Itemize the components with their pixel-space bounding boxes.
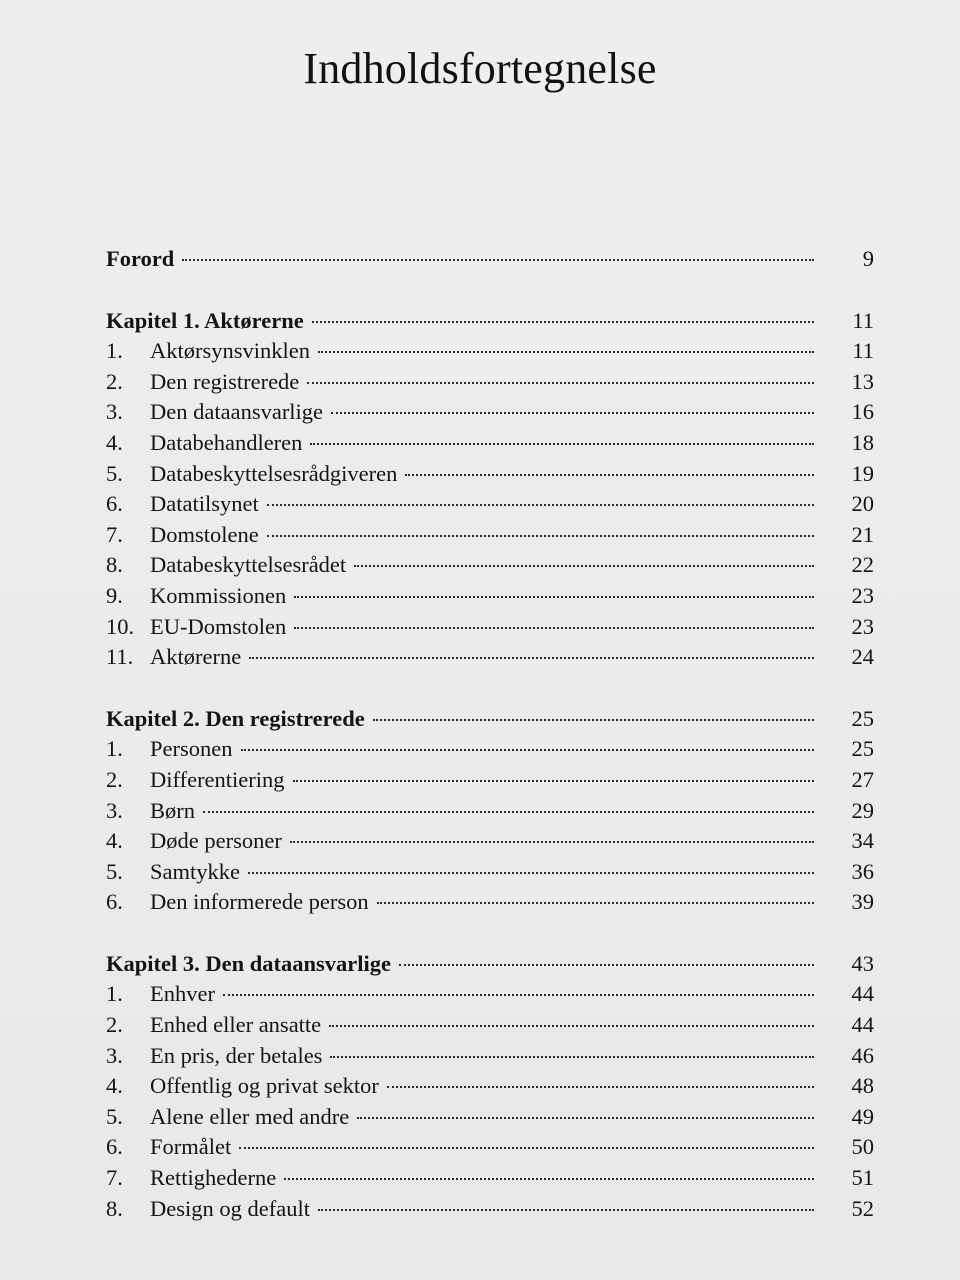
toc-heading-label: Kapitel 3. Den dataansvarlige [106, 950, 391, 976]
toc-page-number: 51 [851, 1165, 874, 1191]
dot-leader [357, 1117, 814, 1119]
toc-entry [106, 796, 874, 827]
dot-leader [293, 780, 814, 782]
toc-entry [106, 1102, 874, 1133]
toc-heading-row [106, 244, 874, 275]
toc-entry [106, 826, 874, 857]
toc-entry [106, 397, 874, 428]
toc-page-number: 13 [851, 368, 874, 394]
toc-page-number: 16 [851, 399, 874, 425]
toc-heading-label: Forord [106, 246, 175, 271]
dot-leader [312, 321, 814, 323]
dot-leader [318, 351, 814, 353]
dot-leader [329, 1025, 814, 1027]
toc-entry-number: 7. [106, 1165, 123, 1191]
toc-heading-label: Kapitel 1. Aktørerne [106, 307, 304, 333]
dot-leader [241, 749, 815, 751]
dot-leader [387, 1086, 814, 1088]
toc-entry-number: 2. [106, 1012, 123, 1038]
toc-entry-label: Datatilsynet [150, 491, 259, 517]
toc-page-number: 36 [851, 858, 874, 884]
dot-leader [354, 565, 814, 567]
toc-page-number: 25 [851, 736, 874, 762]
dot-leader [239, 1147, 814, 1149]
toc-heading-label: Kapitel 2. Den registrerede [106, 705, 365, 731]
toc-page-number: 44 [851, 1012, 874, 1038]
toc-entry-label: Aktørerne [150, 644, 242, 670]
dot-leader [399, 964, 814, 966]
toc-page-number: 29 [851, 797, 874, 823]
toc-entry-number: 3. [106, 1042, 123, 1068]
toc-entry [106, 887, 874, 918]
toc-entry-label: Alene eller med andre [150, 1103, 350, 1129]
toc-page-number: 39 [851, 889, 874, 915]
toc-entry [106, 1132, 874, 1163]
toc-entry-number: 10. [106, 613, 135, 639]
toc-entry-label: Formålet [150, 1134, 232, 1160]
toc-heading-row [106, 306, 874, 337]
toc-page-number: 19 [851, 460, 874, 486]
toc-entry [106, 765, 874, 796]
toc-section [106, 306, 874, 673]
dot-leader [267, 535, 814, 537]
toc-entry [106, 979, 874, 1010]
toc-entry-label: Databeskyttelsesrådet [150, 552, 347, 578]
toc-heading-row [106, 704, 874, 735]
toc-page-number: 23 [851, 613, 874, 639]
dot-leader [318, 1209, 814, 1211]
toc-entry-number: 11. [106, 644, 134, 670]
dot-leader [249, 657, 814, 659]
toc-entry-number: 3. [106, 797, 123, 823]
toc-entry-label: Domstolene [150, 521, 259, 547]
dot-leader [294, 627, 814, 629]
toc-entry-number: 2. [106, 368, 123, 394]
toc-entry [106, 489, 874, 520]
toc-entry-label: Den dataansvarlige [150, 399, 324, 425]
toc-entry-number: 5. [106, 1103, 123, 1129]
toc-page-number: 18 [851, 429, 874, 455]
toc-entry-number: 4. [106, 429, 123, 455]
toc-entry [106, 1071, 874, 1102]
dot-leader [203, 811, 814, 813]
dot-leader [373, 719, 814, 721]
toc-entry [106, 336, 874, 367]
toc-entry-label: Personen [150, 736, 233, 762]
toc-page-number: 27 [851, 766, 874, 792]
toc-entry [106, 642, 874, 673]
dot-leader [377, 902, 814, 904]
toc-page-number: 20 [851, 491, 874, 517]
dot-leader [331, 412, 814, 414]
toc-page-number: 44 [851, 981, 874, 1007]
toc-entry-label: Aktørsynsvinklen [150, 338, 310, 364]
toc-entry-number: 5. [106, 460, 123, 486]
toc-entry [106, 1041, 874, 1072]
toc-page-number: 49 [851, 1103, 874, 1129]
toc-entry [106, 459, 874, 490]
toc-page-number: 52 [851, 1195, 874, 1221]
toc-entry [106, 520, 874, 551]
toc-entry-number: 8. [106, 1195, 123, 1221]
toc-entry-label: Databeskyttelsesrådgiveren [150, 460, 398, 486]
dot-leader [310, 443, 814, 445]
toc-entry-label: Døde personer [150, 828, 282, 854]
toc-entry [106, 428, 874, 459]
toc-entry-label: Databehandleren [150, 429, 303, 455]
toc-entry [106, 612, 874, 643]
toc-entry-label: Design og default [150, 1195, 310, 1221]
toc-entry-label: Kommissionen [150, 582, 287, 608]
toc-entry-number: 1. [106, 736, 123, 762]
toc-entry-number: 9. [106, 582, 123, 608]
toc-page-number: 11 [852, 307, 874, 333]
dot-leader [290, 841, 814, 843]
toc-page-number: 9 [862, 246, 874, 271]
toc-entry [106, 1163, 874, 1194]
toc-heading-row [106, 949, 874, 980]
toc-entry-number: 7. [106, 521, 123, 547]
dot-leader [284, 1178, 814, 1180]
toc-entry [106, 1010, 874, 1041]
toc-page-number: 24 [851, 644, 874, 670]
dot-leader [330, 1056, 814, 1058]
toc-entry-label: Differentiering [150, 766, 285, 792]
toc-entry-label: Offentlig og privat sektor [150, 1073, 379, 1099]
toc-entry-label: Samtykke [150, 858, 240, 884]
toc-entry [106, 581, 874, 612]
toc-page-number: 11 [852, 338, 874, 364]
toc-entry-number: 4. [106, 828, 123, 854]
toc-page-number: 22 [851, 552, 874, 578]
toc-section [106, 244, 874, 275]
toc-page-number: 34 [851, 828, 874, 854]
toc-entry [106, 857, 874, 888]
toc-entry-label: Den registrerede [150, 368, 300, 394]
toc-entry-number: 6. [106, 491, 123, 517]
toc-entry-number: 5. [106, 858, 123, 884]
toc-entry-label: Enhver [150, 981, 215, 1007]
toc-entry-number: 3. [106, 399, 123, 425]
dot-leader [223, 994, 814, 996]
table-of-contents [106, 244, 874, 1255]
toc-entry-number: 6. [106, 889, 123, 915]
toc-entry [106, 1194, 874, 1225]
page-title: Indholdsfortegnelse [303, 44, 657, 94]
toc-entry-label: En pris, der betales [150, 1042, 323, 1068]
toc-entry-number: 2. [106, 766, 123, 792]
toc-entry-label: Børn [150, 797, 195, 823]
toc-entry-label: Den informerede person [150, 889, 369, 915]
toc-entry-number: 4. [106, 1073, 123, 1099]
dot-leader [248, 872, 814, 874]
toc-entry-number: 1. [106, 338, 123, 364]
toc-entry-label: Enhed eller ansatte [150, 1012, 322, 1038]
dot-leader [405, 474, 814, 476]
toc-page-number: 25 [851, 705, 874, 731]
dot-leader [307, 382, 814, 384]
dot-leader [182, 259, 814, 261]
toc-entry-label: EU-Domstolen [150, 613, 287, 639]
dot-leader [267, 504, 814, 506]
toc-page-number: 43 [851, 950, 874, 976]
toc-entry [106, 734, 874, 765]
toc-page-number: 46 [851, 1042, 874, 1068]
toc-page-number: 23 [851, 582, 874, 608]
toc-entry [106, 367, 874, 398]
toc-entry-number: 8. [106, 552, 123, 578]
toc-page-number: 50 [851, 1134, 874, 1160]
dot-leader [294, 596, 814, 598]
toc-entry-number: 6. [106, 1134, 123, 1160]
toc-entry [106, 550, 874, 581]
toc-section [106, 704, 874, 918]
toc-page-number: 21 [851, 521, 874, 547]
toc-entry-label: Rettighederne [150, 1165, 277, 1191]
toc-section [106, 949, 874, 1224]
toc-entry-number: 1. [106, 981, 123, 1007]
toc-page-number: 48 [851, 1073, 874, 1099]
